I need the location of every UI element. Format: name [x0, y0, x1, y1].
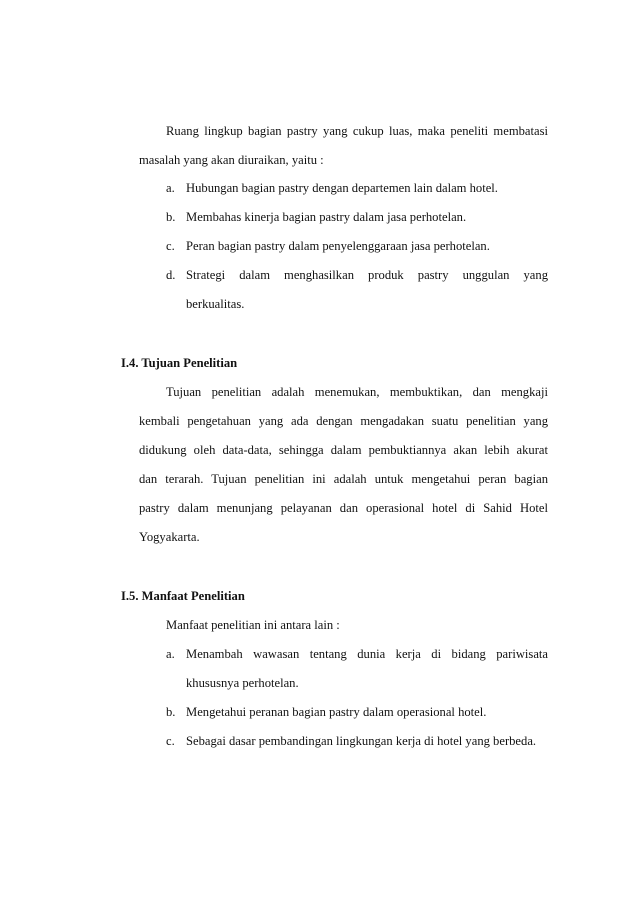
scope-intro-line-1: Ruang lingkup bagian pastry yang cukup luas, maka peneliti membatasi — [166, 124, 548, 138]
list-item-text: Peran bagian pastry dalam penyelenggaraan jasa perhotelan. — [186, 239, 490, 253]
list-item-text: Mengetahui peranan bagian pastry dalam operasional hotel. — [186, 705, 487, 719]
paragraph-line: pastry dalam menunjang pelayanan dan operasional hotel di Sahid Hotel — [139, 501, 548, 515]
list-item-text-continued: khususnya perhotelan. — [186, 676, 299, 690]
list-marker: b. — [166, 705, 176, 719]
paragraph-line: dan terarah. Tujuan penelitian ini adalah untuk mengetahui peran bagian — [139, 472, 548, 486]
list-item-text: Menambah wawasan tentang dunia kerja di bidang pariwisata — [186, 647, 548, 661]
list-marker: d. — [166, 268, 176, 282]
section-heading-tujuan: I.4. Tujuan Penelitian — [121, 356, 238, 370]
list-item-text: Sebagai dasar pembandingan lingkungan kerja di hotel yang berbeda. — [186, 734, 537, 748]
list-item-text-continued: berkualitas. — [186, 297, 245, 311]
paragraph-line: kembali pengetahuan yang ada dengan mengadakan suatu penelitian yang — [139, 414, 548, 428]
list-item-text: Strategi dalam menghasilkan produk pastry unggulan yang — [186, 268, 548, 282]
paragraph-line: Yogyakarta. — [139, 530, 200, 544]
section-heading-manfaat: I.5. Manfaat Penelitian — [121, 589, 245, 603]
paragraph-line: Tujuan penelitian adalah menemukan, membuktikan, dan mengkaji — [166, 385, 548, 399]
manfaat-intro: Manfaat penelitian ini antara lain : — [166, 618, 340, 632]
scope-intro-line-2: masalah yang akan diuraikan, yaitu : — [139, 153, 324, 167]
list-marker: b. — [166, 210, 176, 224]
list-marker: a. — [166, 647, 175, 661]
list-marker: a. — [166, 181, 175, 195]
list-item-text: Membahas kinerja bagian pastry dalam jasa perhotelan. — [186, 210, 467, 224]
list-item-text: Hubungan bagian pastry dengan departemen lain dalam hotel. — [186, 181, 498, 195]
paragraph-line: didukung oleh data-data, sehingga dalam pembuktiannya akan lebih akurat — [139, 443, 548, 457]
list-marker: c. — [166, 239, 175, 253]
list-marker: c. — [166, 734, 175, 748]
